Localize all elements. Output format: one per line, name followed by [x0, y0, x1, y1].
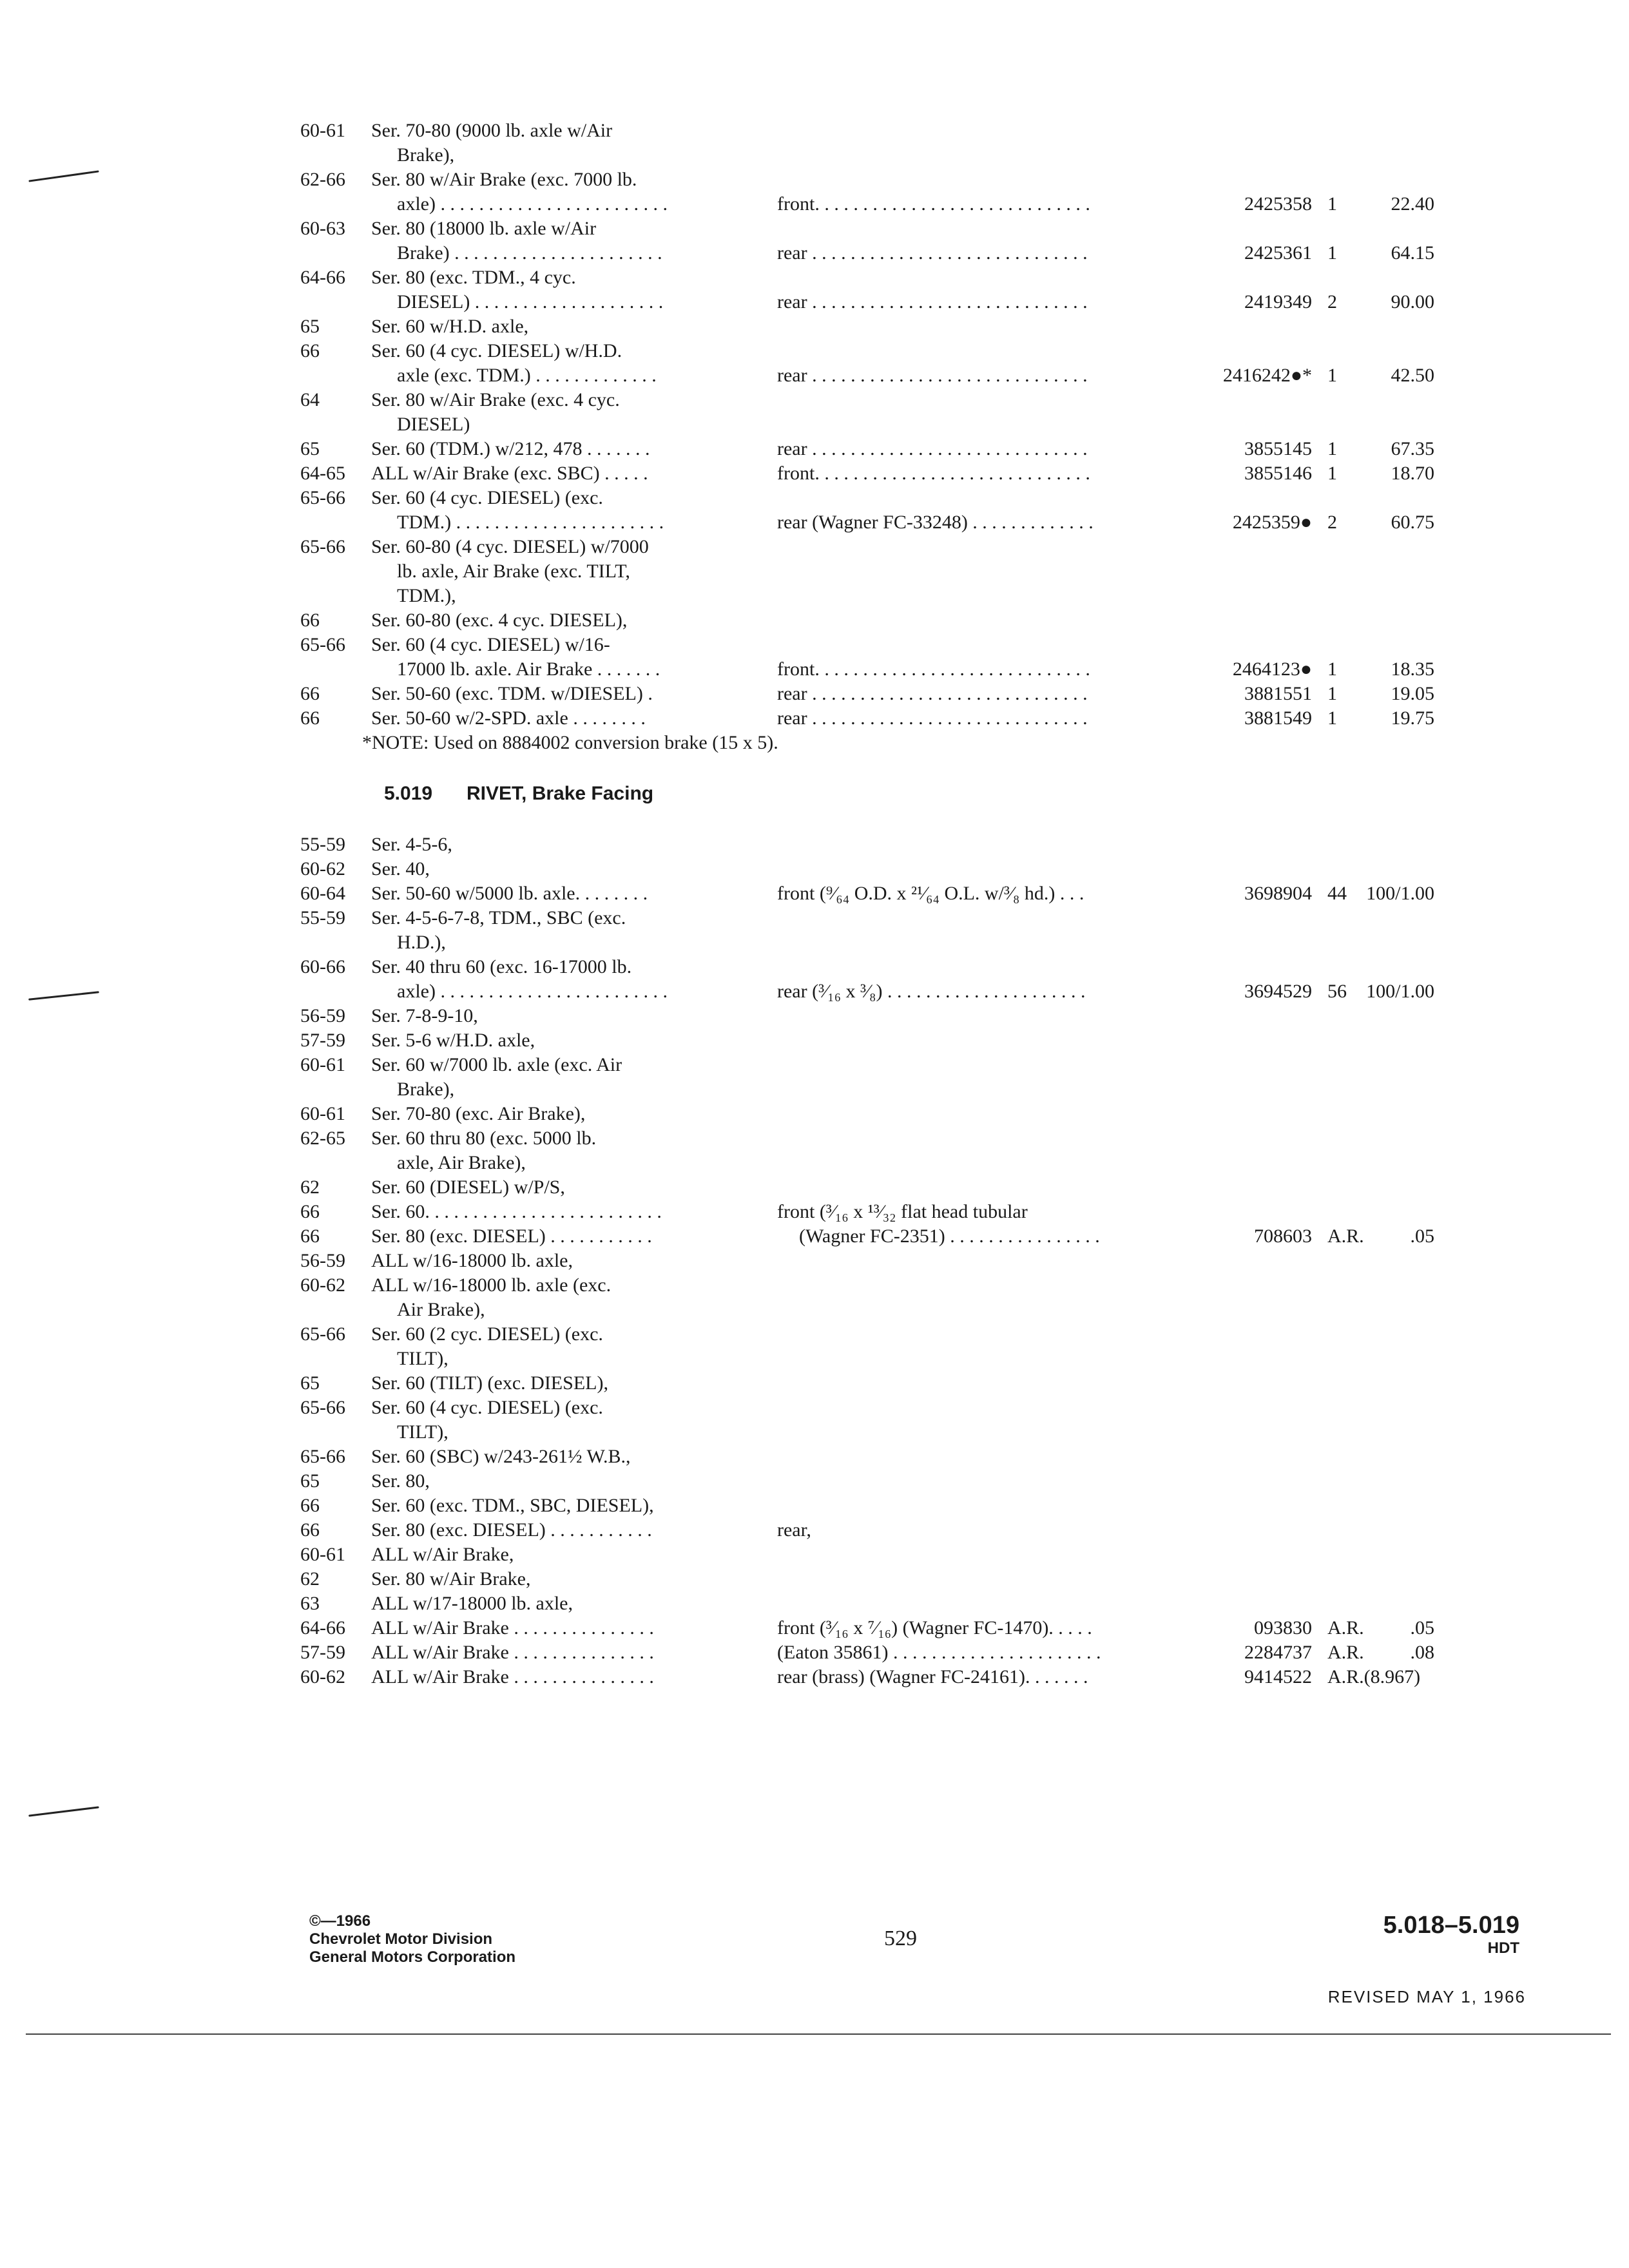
application: ALL w/Air Brake,: [371, 1544, 514, 1565]
listing-row: [300, 119, 1434, 143]
part-description: rear . . . . . . . . . . . . . . . . . . . . . . . . . . . . .: [777, 365, 1088, 386]
listing-row: [300, 979, 1434, 1004]
listing-row: [300, 706, 1434, 731]
listing-row: [300, 1175, 1434, 1200]
part-number: 2419349: [1244, 291, 1312, 312]
part-number: 3881551: [1244, 683, 1312, 704]
application: Ser. 60-80 (4 cyc. DIESEL) w/7000: [371, 536, 649, 557]
application: Ser. 80 w/Air Brake (exc. 4 cyc.: [371, 389, 620, 410]
quantity: 44: [1327, 883, 1347, 904]
listing-row: [300, 1542, 1434, 1567]
model-years: 62: [300, 1568, 320, 1590]
quantity: A.R.(8.967): [1327, 1666, 1421, 1687]
model-years: 60-61: [300, 1544, 345, 1565]
part-description: front (³⁄₁₆ x ¹³⁄₃₂ flat head tubular: [777, 1201, 1028, 1222]
model-years: 56-59: [300, 1250, 345, 1271]
listing-row: [300, 657, 1434, 682]
quantity: 1: [1327, 707, 1337, 729]
copyright: ©—1966: [309, 1912, 371, 1930]
model-years: 56-59: [300, 1005, 345, 1026]
listing-row: [300, 535, 1434, 559]
application: Ser. 60-80 (exc. 4 cyc. DIESEL),: [371, 610, 628, 631]
list-price: 64.15: [1391, 242, 1434, 264]
listing-row: [300, 881, 1434, 906]
part-number: 3698904: [1244, 883, 1312, 904]
listing-row: [300, 168, 1434, 192]
application: ALL w/16-18000 lb. axle,: [371, 1250, 573, 1271]
model-years: 66: [300, 683, 320, 704]
footnote: *NOTE: Used on 8884002 conversion brake (15 x 5).: [362, 732, 778, 753]
list-price: 22.40: [1391, 193, 1434, 215]
model-years: 65-66: [300, 536, 345, 557]
listing-row: [300, 1004, 1434, 1028]
quantity: 1: [1327, 242, 1337, 264]
application: Ser. 60 (4 cyc. DIESEL) (exc.: [371, 1397, 603, 1418]
part-description: front (⁹⁄₆₄ O.D. x ²¹⁄₆₄ O.L. w/³⁄₈ hd.) . . .: [777, 883, 1084, 904]
application: Ser. 4-5-6-7-8, TDM., SBC (exc.: [371, 907, 626, 928]
section-block: [1383, 1911, 1519, 1957]
model-years: 60-63: [300, 218, 345, 239]
listing-row: [300, 906, 1434, 930]
application: ALL w/Air Brake . . . . . . . . . . . . . . .: [371, 1666, 654, 1687]
model-years: 65-66: [300, 1323, 345, 1345]
model-years: 66: [300, 1225, 320, 1247]
model-years: 65-66: [300, 1397, 345, 1418]
model-years: 65: [300, 316, 320, 337]
listing-row: [300, 1224, 1434, 1249]
listing-row: [300, 363, 1434, 388]
model-years: 60-62: [300, 1274, 345, 1296]
part-number: 2425358: [1244, 193, 1312, 215]
part-description: rear . . . . . . . . . . . . . . . . . . . . . . . . . . . . .: [777, 683, 1088, 704]
listing-row: [300, 1273, 1434, 1298]
part-description: rear,: [777, 1519, 811, 1541]
part-description: rear (brass) (Wagner FC-24161). . . . . . .: [777, 1666, 1088, 1687]
model-years: 62: [300, 1177, 320, 1198]
part-number: 2416242●*: [1222, 365, 1312, 386]
application: Ser. 60 w/H.D. axle,: [371, 316, 529, 337]
application: DIESEL): [397, 414, 470, 435]
list-price: 100/1.00: [1366, 883, 1434, 904]
part-number: 9414522: [1244, 1666, 1312, 1687]
listing-row: [300, 437, 1434, 461]
part-number: 2425359●: [1232, 512, 1312, 533]
part-description: front. . . . . . . . . . . . . . . . . . . . . . . . . . . . .: [777, 658, 1090, 680]
application: Ser. 60. . . . . . . . . . . . . . . . . . . . . . . . .: [371, 1201, 662, 1222]
application: Brake),: [397, 144, 455, 166]
page-number: 529: [884, 1927, 917, 1950]
application: Brake),: [397, 1079, 455, 1100]
listing-row: [300, 832, 1434, 857]
listing-row: [300, 930, 1434, 955]
punch-mark: [28, 170, 99, 182]
model-years: 65-66: [300, 634, 345, 655]
catalog-code: HDT: [1487, 1939, 1519, 1957]
part-number: 2464123●: [1232, 658, 1312, 680]
application: ALL w/Air Brake . . . . . . . . . . . . . . .: [371, 1642, 654, 1663]
model-years: 65-66: [300, 1446, 345, 1467]
list-price: 18.70: [1391, 463, 1434, 484]
application: axle, Air Brake),: [397, 1152, 526, 1173]
listing-row: [300, 241, 1434, 265]
listing-row: [300, 1567, 1434, 1591]
punch-mark: [28, 991, 99, 1000]
application: 17000 lb. axle. Air Brake . . . . . . .: [397, 658, 660, 680]
application: H.D.),: [397, 932, 446, 953]
model-years: 55-59: [300, 834, 345, 855]
listing-row: [300, 1028, 1434, 1053]
part-description: (Wagner FC-2351) . . . . . . . . . . . . . . . .: [799, 1225, 1100, 1247]
application: Ser. 80 (18000 lb. axle w/Air: [371, 218, 597, 239]
application: Ser. 60 (4 cyc. DIESEL) w/16-: [371, 634, 610, 655]
spacer: [300, 755, 1434, 780]
model-years: 60-64: [300, 883, 345, 904]
listing-row: [300, 1616, 1434, 1640]
model-years: 66: [300, 340, 320, 361]
model-years: 63: [300, 1593, 320, 1614]
quantity: 2: [1327, 512, 1337, 533]
application: Ser. 80 (exc. DIESEL) . . . . . . . . . . .: [371, 1519, 652, 1541]
quantity: 1: [1327, 658, 1337, 680]
listing-row: [300, 1347, 1434, 1371]
application: Ser. 60 (TDM.) w/212, 478 . . . . . . .: [371, 438, 650, 459]
model-years: 65: [300, 438, 320, 459]
application: Ser. 80 w/Air Brake (exc. 7000 lb.: [371, 169, 637, 190]
listing-row: [300, 388, 1434, 412]
application: Ser. 4-5-6,: [371, 834, 452, 855]
part-number: 3855146: [1244, 463, 1312, 484]
application: Ser. 60 thru 80 (exc. 5000 lb.: [371, 1128, 597, 1149]
application: Ser. 60 (TILT) (exc. DIESEL),: [371, 1372, 608, 1394]
part-description: front. . . . . . . . . . . . . . . . . . . . . . . . . . . . .: [777, 463, 1090, 484]
section-number: 5.019: [384, 783, 433, 804]
application: Ser. 60 (4 cyc. DIESEL) w/H.D.: [371, 340, 622, 361]
listing-row: [300, 265, 1434, 290]
application: Ser. 5-6 w/H.D. axle,: [371, 1030, 535, 1051]
listing-row: [300, 1200, 1434, 1224]
corporation-name: General Motors Corporation: [309, 1948, 516, 1966]
application: TILT),: [397, 1421, 448, 1443]
model-years: 66: [300, 707, 320, 729]
part-description: front. . . . . . . . . . . . . . . . . . . . . . . . . . . . .: [777, 193, 1090, 215]
model-years: 66: [300, 610, 320, 631]
listing-row: [300, 682, 1434, 706]
listing-row: [300, 143, 1434, 168]
listing-row: [300, 1077, 1434, 1102]
model-years: 64-66: [300, 267, 345, 288]
parts-listing: [300, 119, 1434, 1689]
list-price: 100/1.00: [1366, 981, 1434, 1002]
application: Ser. 50-60 w/2-SPD. axle . . . . . . . .: [371, 707, 646, 729]
model-years: 64: [300, 389, 320, 410]
list-price: 60.75: [1391, 512, 1434, 533]
model-years: 64-65: [300, 463, 345, 484]
list-price: .05: [1410, 1617, 1434, 1639]
part-number: 3881549: [1244, 707, 1312, 729]
listing-row: [300, 314, 1434, 339]
list-price: .08: [1410, 1642, 1434, 1663]
application: TILT),: [397, 1348, 448, 1369]
section-heading: [300, 780, 1434, 808]
application: Ser. 50-60 w/5000 lb. axle. . . . . . . .: [371, 883, 648, 904]
list-price: 19.75: [1391, 707, 1434, 729]
listing-row: [300, 1518, 1434, 1542]
listing-row: [300, 1665, 1434, 1689]
part-number: 2425361: [1244, 242, 1312, 264]
application: TDM.) . . . . . . . . . . . . . . . . . . . . . .: [397, 512, 664, 533]
listing-row: [300, 1102, 1434, 1126]
listing-row: [300, 1420, 1434, 1445]
list-price: 42.50: [1391, 365, 1434, 386]
listing-row: [300, 584, 1434, 608]
part-description: rear . . . . . . . . . . . . . . . . . . . . . . . . . . . . .: [777, 242, 1088, 264]
application: Ser. 40 thru 60 (exc. 16-17000 lb.: [371, 956, 632, 977]
model-years: 62-65: [300, 1128, 345, 1149]
model-years: 65: [300, 1372, 320, 1394]
section-range: 5.018–5.019: [1383, 1912, 1519, 1939]
model-years: 60-61: [300, 1103, 345, 1124]
application: Ser. 70-80 (exc. Air Brake),: [371, 1103, 586, 1124]
quantity: 1: [1327, 438, 1337, 459]
quantity: A.R.: [1327, 1617, 1364, 1639]
model-years: 60-61: [300, 120, 345, 141]
listing-row: [300, 1249, 1434, 1273]
list-price: .05: [1410, 1225, 1434, 1247]
listing-row: [300, 339, 1434, 363]
part-number: 2284737: [1244, 1642, 1312, 1663]
listing-row: [300, 1322, 1434, 1347]
listing-row: [300, 216, 1434, 241]
bottom-rule: [26, 2033, 1611, 2035]
part-description: front (³⁄₁₆ x ⁷⁄₁₆) (Wagner FC-1470). . . . .: [777, 1617, 1092, 1639]
listing-row: [300, 1494, 1434, 1518]
model-years: 62-66: [300, 169, 345, 190]
application: Ser. 60 (SBC) w/243-261½ W.B.,: [371, 1446, 631, 1467]
part-description: rear . . . . . . . . . . . . . . . . . . . . . . . . . . . . .: [777, 291, 1088, 312]
application: ALL w/16-18000 lb. axle (exc.: [371, 1274, 612, 1296]
quantity: 1: [1327, 683, 1337, 704]
listing-row: [300, 510, 1434, 535]
model-years: 65: [300, 1470, 320, 1492]
listing-row: [300, 1371, 1434, 1396]
listing-row: [300, 1640, 1434, 1665]
quantity: 1: [1327, 463, 1337, 484]
model-years: 60-62: [300, 858, 345, 879]
listing-row: [300, 1053, 1434, 1077]
list-price: 90.00: [1391, 291, 1434, 312]
part-description: rear (Wagner FC-33248) . . . . . . . . . . . . .: [777, 512, 1094, 533]
part-number: 3855145: [1244, 438, 1312, 459]
application: Ser. 80 w/Air Brake,: [371, 1568, 531, 1590]
quantity: 56: [1327, 981, 1347, 1002]
list-price: 19.05: [1391, 683, 1434, 704]
section-title: RIVET, Brake Facing: [467, 783, 654, 804]
list-price: 67.35: [1391, 438, 1434, 459]
part-description: rear . . . . . . . . . . . . . . . . . . . . . . . . . . . . .: [777, 438, 1088, 459]
listing-row: [300, 192, 1434, 216]
model-years: 60-61: [300, 1054, 345, 1075]
application: axle (exc. TDM.) . . . . . . . . . . . . .: [397, 365, 657, 386]
quantity: A.R.: [1327, 1642, 1364, 1663]
model-years: 60-66: [300, 956, 345, 977]
model-years: 57-59: [300, 1642, 345, 1663]
model-years: 60-62: [300, 1666, 345, 1687]
part-number: 093830: [1254, 1617, 1312, 1639]
listing-row: [300, 1469, 1434, 1494]
model-years: 66: [300, 1495, 320, 1516]
listing-row: [300, 486, 1434, 510]
application: Air Brake),: [397, 1299, 485, 1320]
application: Ser. 7-8-9-10,: [371, 1005, 478, 1026]
application: Ser. 60 (4 cyc. DIESEL) (exc.: [371, 487, 603, 508]
part-description: rear . . . . . . . . . . . . . . . . . . . . . . . . . . . . .: [777, 707, 1088, 729]
listing-row: [300, 1591, 1434, 1616]
model-years: 65-66: [300, 487, 345, 508]
model-years: 66: [300, 1201, 320, 1222]
application: ALL w/Air Brake . . . . . . . . . . . . . . .: [371, 1617, 654, 1639]
listing-row: [300, 290, 1434, 314]
listing-row: [300, 1445, 1434, 1469]
application: DIESEL) . . . . . . . . . . . . . . . . . . . .: [397, 291, 664, 312]
quantity: 2: [1327, 291, 1337, 312]
division-name: Chevrolet Motor Division: [309, 1930, 493, 1948]
application: axle) . . . . . . . . . . . . . . . . . . . . . . . .: [397, 981, 668, 1002]
quantity: A.R.: [1327, 1225, 1364, 1247]
part-number: 3694529: [1244, 981, 1312, 1002]
punch-mark: [28, 1806, 99, 1816]
application: Ser. 50-60 (exc. TDM. w/DIESEL) .: [371, 683, 653, 704]
note-row: [300, 731, 1434, 755]
listing-row: [300, 412, 1434, 437]
listing-row: [300, 633, 1434, 657]
list-price: 18.35: [1391, 658, 1434, 680]
spacer: [300, 808, 1434, 832]
listing-row: [300, 857, 1434, 881]
listing-row: [300, 461, 1434, 486]
part-description: (Eaton 35861) . . . . . . . . . . . . . . . . . . . . . .: [777, 1642, 1101, 1663]
application: Ser. 40,: [371, 858, 430, 879]
listing-row: [300, 608, 1434, 633]
application: Ser. 80 (exc. DIESEL) . . . . . . . . . . .: [371, 1225, 652, 1247]
publisher-block: [309, 1912, 516, 1966]
application: Ser. 60 w/7000 lb. axle (exc. Air: [371, 1054, 622, 1075]
application: Ser. 80 (exc. TDM., 4 cyc.: [371, 267, 576, 288]
application: ALL w/17-18000 lb. axle,: [371, 1593, 573, 1614]
model-years: 64-66: [300, 1617, 345, 1639]
application: Ser. 60 (2 cyc. DIESEL) (exc.: [371, 1323, 603, 1345]
listing-row: [300, 1396, 1434, 1420]
application: lb. axle, Air Brake (exc. TILT,: [397, 561, 630, 582]
quantity: 1: [1327, 365, 1337, 386]
listing-row: [300, 955, 1434, 979]
part-number: 708603: [1254, 1225, 1312, 1247]
quantity: 1: [1327, 193, 1337, 215]
application: ALL w/Air Brake (exc. SBC) . . . . .: [371, 463, 648, 484]
revision-date: REVISED MAY 1, 1966: [1327, 1987, 1526, 2006]
model-years: 66: [300, 1519, 320, 1541]
application: Ser. 70-80 (9000 lb. axle w/Air: [371, 120, 613, 141]
listing-row: [300, 1298, 1434, 1322]
application: axle) . . . . . . . . . . . . . . . . . . . . . . . .: [397, 193, 668, 215]
application: TDM.),: [397, 585, 456, 606]
application: Ser. 80,: [371, 1470, 430, 1492]
model-years: 57-59: [300, 1030, 345, 1051]
part-description: rear (³⁄₁₆ x ³⁄₈) . . . . . . . . . . . . . . . . . . . . .: [777, 981, 1086, 1002]
listing-row: [300, 1126, 1434, 1151]
model-years: 55-59: [300, 907, 345, 928]
application: Brake) . . . . . . . . . . . . . . . . . . . . . .: [397, 242, 662, 264]
listing-row: [300, 559, 1434, 584]
listing-row: [300, 1151, 1434, 1175]
application: Ser. 60 (exc. TDM., SBC, DIESEL),: [371, 1495, 654, 1516]
application: Ser. 60 (DIESEL) w/P/S,: [371, 1177, 565, 1198]
